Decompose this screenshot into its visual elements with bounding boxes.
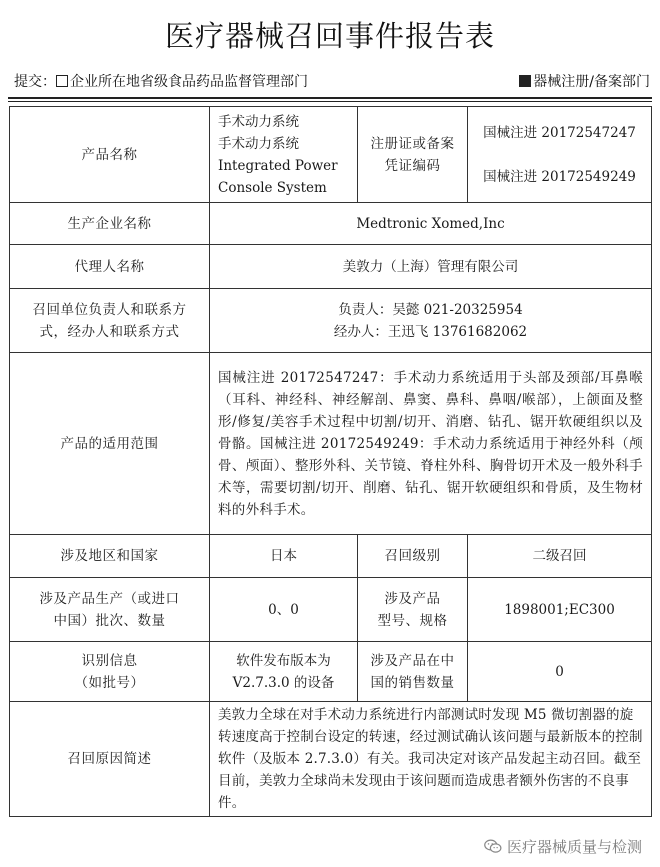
watermark-text: 医疗器械质量与检测 [506,838,642,856]
sales-value: 0 [468,642,652,702]
ident-label [10,642,210,702]
region-value: 日本 [210,535,358,578]
row-ident [10,642,652,702]
checkbox-checked[interactable] [519,75,531,87]
product-name-label: 产品名称 [10,107,210,203]
model-label-line: 涉及产品 [384,590,441,607]
submit-options-left [14,71,308,91]
product-name-line: Integrated Power [218,157,338,174]
recall-level-value: 二级召回 [468,535,652,578]
batch-value: 0、0 [210,578,358,642]
product-name-line: 手术动力系统 [218,113,299,130]
ident-value-line: 软件发布版本为 [236,652,331,669]
submit-label: 提交： [14,74,56,90]
cert-code-value [468,107,652,203]
checkbox-unchecked[interactable] [56,75,68,87]
sales-label-line: 涉及产品在中 [370,652,455,669]
row-contact [10,289,652,353]
agent-value: 美敦力（上海）管理有限公司 [210,245,652,289]
batch-label-line: 中国）批次、数量 [53,612,166,629]
scope-label: 产品的适用范围 [10,353,210,535]
option-provincial-label: 企业所在地省级食品药品监督管理部门 [70,74,308,90]
model-label [358,578,468,642]
submit-options-right [519,71,650,91]
row-region [10,535,652,578]
wechat-icon [484,839,502,854]
row-manufacturer [10,203,652,245]
contact-label-line: 式，经办人和联系方式 [39,323,180,340]
row-batch [10,578,652,642]
product-name-line: Console System [218,179,327,196]
cert-code-1: 国械注进 20172547247 [483,124,636,141]
page-title: 医疗器械召回事件报告表 [164,19,495,53]
contact-label [10,289,210,353]
watermark [484,836,642,857]
cert-code-2: 国械注进 20172549249 [483,168,636,185]
sales-label [358,642,468,702]
agent-label: 代理人名称 [10,245,210,289]
cert-label-line: 注册证或备案 [370,135,455,152]
ident-label-line: （如批号） [74,674,145,691]
row-reason [10,702,652,817]
manufacturer-value: Medtronic Xomed,Inc [210,203,652,245]
manufacturer-label: 生产企业名称 [10,203,210,245]
divider-thick [8,97,652,99]
cert-label-line: 凭证编码 [384,157,441,174]
ident-label-line: 识别信息 [81,652,138,669]
model-label-line: 型号、规格 [377,612,448,629]
recall-report-table [9,106,652,817]
batch-label [10,578,210,642]
row-agent [10,245,652,289]
cert-code-label [358,107,468,203]
reason-label: 召回原因简述 [10,702,210,817]
contact-label-line: 召回单位负责人和联系方 [32,301,187,318]
region-label: 涉及地区和国家 [10,535,210,578]
submit-row [14,71,650,93]
responsible-person: 负责人：吴懿 021-20325954 [338,301,523,318]
model-value: 1898001;EC300 [468,578,652,642]
row-product [10,107,652,203]
scope-value: 国械注进 20172547247：手术动力系统适用于头部及颈部/耳鼻喉（耳科、神经科、神经解剖、鼻窦、鼻科、鼻咽/喉部），上颌面及整形/修复/美容手术过程中切割/切开、消磨、钻孔、锯开软硬组织以及骨骼。国械注进 20172549249：手术动力系统适用于神经外科（颅骨、颅面）、整形外科、关节镜、脊柱外科、胸骨切开术及一般外科手术等，需要切割/切开、削磨、钻孔、锯开软硬组织和骨质，及生物材料的外科手术。 [210,353,652,535]
sales-label-line: 国的销售数量 [370,674,455,691]
handler-person: 经办人：王迅飞 13761682062 [333,323,528,340]
product-name-line: 手术动力系统 [218,135,299,152]
option-registration-label: 器械注册/备案部门 [533,74,650,90]
batch-label-line: 涉及产品生产（或进口 [39,590,180,607]
ident-value-line: V2.7.3.0 的设备 [232,674,335,691]
reason-value: 美敦力全球在对手术动力系统进行内部测试时发现 M5 微切割器的旋转速度高于控制台设定的转速，经过测试确认该问题与最新版本的控制软件（及版本 2.7.3.0）有关。我司决定对该产品发起主动召回。截至目前，美敦力全球尚未发现由于该问题而造成患者额外伤害的不良事件。 [210,702,652,817]
product-name-value [210,107,358,203]
row-scope [10,353,652,535]
recall-level-label: 召回级别 [358,535,468,578]
divider-thin [8,101,652,102]
contact-value [210,289,652,353]
ident-value [210,642,358,702]
